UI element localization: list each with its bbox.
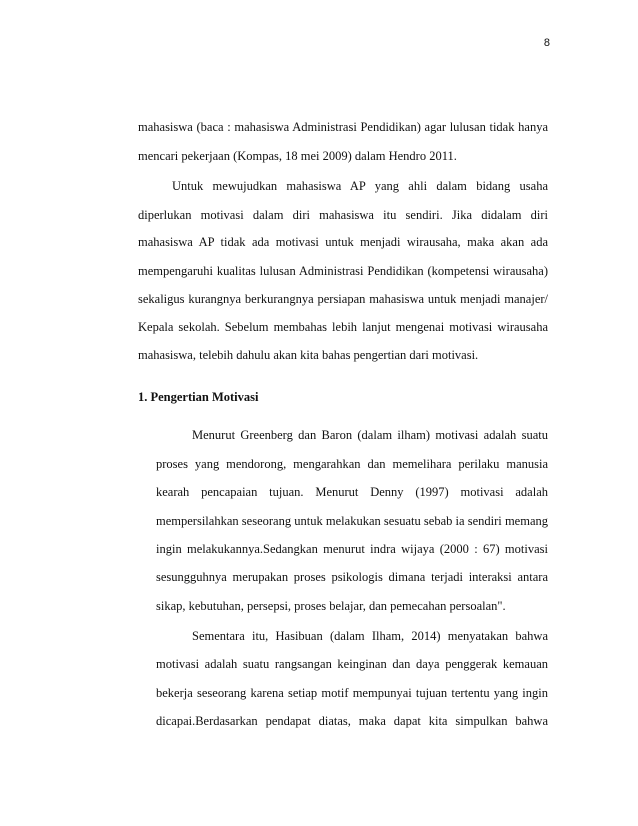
paragraph-line: diperlukan motivasi dalam diri mahasiswa itu sendiri. Jika didalam diri [138, 208, 548, 222]
paragraph-line: motivasi adalah suatu rangsangan keinginan dan daya penggerak kemauan [156, 657, 548, 671]
paragraph-line: Kepala sekolah. Sebelum membahas lebih lanjut mengenai motivasi wirausaha [138, 320, 548, 334]
paragraph-line: mahasiswa, telebih dahulu akan kita bahas pengertian dari motivasi. [138, 348, 479, 362]
paragraph-line: mahasiswa (baca : mahasiswa Administrasi Pendidikan) agar lulusan tidak hanya [138, 120, 548, 134]
paragraph-line: mencari pekerjaan (Kompas, 18 mei 2009) dalam Hendro 2011. [138, 149, 457, 163]
paragraph-line: Untuk mewujudkan mahasiswa AP yang ahli dalam bidang usaha [172, 179, 548, 193]
paragraph-line: kearah pencapaian tujuan. Menurut Denny (1997) motivasi adalah [156, 485, 548, 499]
page-number: 8 [543, 37, 550, 49]
paragraph-line: ingin melakukannya.Sedangkan menurut indra wijaya (2000 : 67) motivasi [156, 542, 548, 556]
paragraph-line: mempengaruhi kualitas lulusan Administrasi Pendidikan (kompetensi wirausaha) [138, 264, 548, 278]
paragraph-line: dicapai.Berdasarkan pendapat diatas, maka dapat kita simpulkan bahwa [156, 714, 548, 728]
paragraph-line: sikap, kebutuhan, persepsi, proses belajar, dan pemecahan persoalan". [156, 599, 506, 613]
paragraph-line: bekerja seseorang karena setiap motif mempunyai tujuan tertentu yang ingin [156, 686, 548, 700]
section-heading: 1. Pengertian Motivasi [138, 390, 259, 404]
paragraph-line: mahasiswa AP tidak ada motivasi untuk menjadi wirausaha, maka akan ada [138, 235, 548, 249]
paragraph-line: proses yang mendorong, mengarahkan dan memelihara perilaku manusia [156, 457, 548, 471]
paragraph-line: mempersilahkan seseorang untuk melakukan sesuatu sebab ia sendiri memang [156, 514, 548, 528]
paragraph-line: Menurut Greenberg dan Baron (dalam ilham) motivasi adalah suatu [192, 428, 548, 442]
paragraph-line: sekaligus kurangnya berkurangnya persiapan mahasiswa untuk menjadi manajer/ [138, 292, 548, 306]
paragraph-line: Sementara itu, Hasibuan (dalam Ilham, 2014) menyatakan bahwa [192, 629, 548, 643]
paragraph-line: sesungguhnya merupakan proses psikologis dimana terjadi interaksi antara [156, 570, 548, 584]
